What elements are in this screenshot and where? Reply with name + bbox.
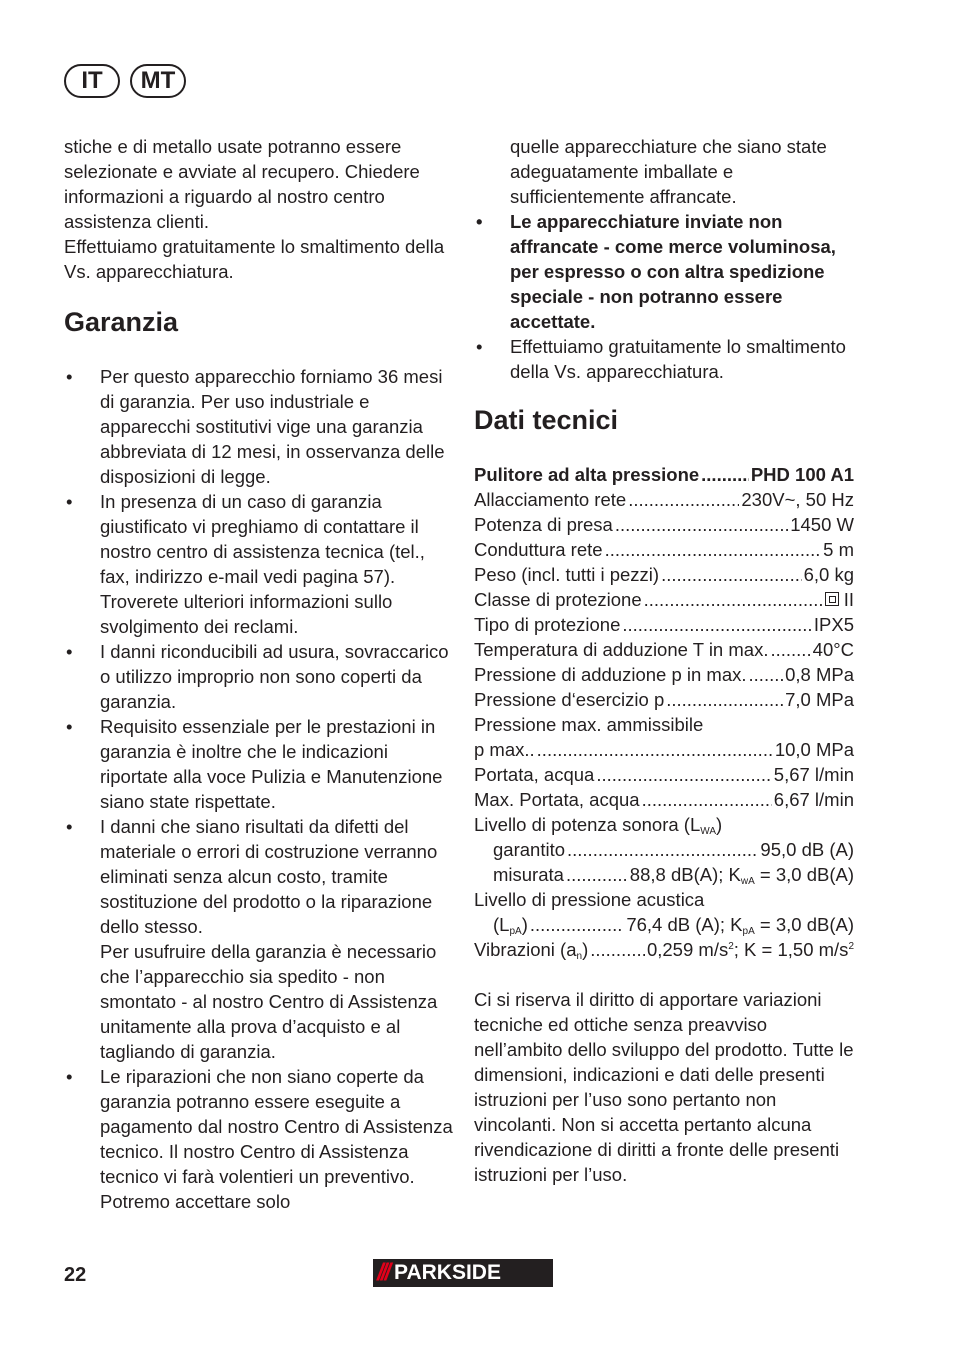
bullet-dot: • [66,491,73,512]
warranty-bullet: • I danni riconducibili ad usura, sovraccarico o utilizzo improprio non sono coperti da garanzia. [66,641,449,712]
spec-row: Portata, acqua ..... 5,67 l/min [474,762,854,787]
bullet-dot: • [476,336,483,357]
continued-text: quelle apparecchiature che siano state adeguatamente imballate e sufficientemente affrancate. [510,136,827,207]
left-column [64,134,454,1214]
bullet-dot: • [66,641,73,662]
warranty-bullet: • Per questo apparecchio forniamo 36 mesi di garanzia. Per uso industriale e apparecchi sostitutivi vige una garanzia abbreviata di 12 mesi, in osservanza delle disposizioni di legge. [66,366,445,487]
warranty-bullet: • Requisito essenziale per le prestazioni in garanzia è inoltre che le indicazioni riportate alla voce Pulizia e Manutenzione siano state rispettate. [66,716,443,812]
bullet-dot: • [66,366,73,387]
spec-row: garantito ..... 95,0 dB (A) [474,837,854,862]
spec-row: misurata ..... 88,8 dB(A); $K_{wA} = 3,0$ dB(A) [474,862,854,887]
spec-row: Temperatura di adduzione T in max. ..... 40°C [474,637,854,662]
spec-label: Pressione max. ammissibile [474,714,704,735]
warranty-bullet: • I danni che siano risultati da difetti del materiale o errori di costruzione verranno eliminati senza alcun costo, tramite sostituzione del prodotto o la riparazione dello stesso. Per usufruire della garanzia è necessario che l’apparecchio sia spedito - non smontato - al nostro Centro di Assistenza unitamente alla prova d’acquisto e al tagliando di garanzia. [64,814,454,1064]
spec-row: Allacciamento rete ..... 230V~, 50 Hz [474,487,854,512]
spec-row: Vibrazioni $(a_n)$ ..... 0,259 $m/s^2$; K = 1,50 $m/s^2$ [474,937,854,962]
warranty-heading: Garanzia [64,307,179,337]
warranty-bullet: • Le riparazioni che non siano coperte da garanzia potranno essere eseguite a pagamento dal nostro Centro di Assistenza tecnico. Il nostro Centro di Assistenza tecnico vi farà volentieri un preventivo. Potremo accettare solo [66,1066,453,1212]
warranty-bullet: • In presenza di un caso di garanzia giustificato vi preghiamo di contattare il nostro centro di assistenza tecnica (tel., fax, indirizzo e-mail vedi pagina 57). Troverete ulteriori informazioni sullo svolgimento dei reclami. [66,491,425,637]
spec-row: Max. Portata, acqua ..... 6,67 l/min [474,787,854,812]
logo-slashes-icon: /// [377,1259,389,1286]
spec-row: Potenza di presa ..... 1450 W [474,512,854,537]
logo-text: PARKSIDE [394,1261,501,1284]
spec-row: Classe di protezione ..... II [474,587,854,612]
spec-row: Pressione d‘esercizio p ..... 7,0 MPa [474,687,854,712]
language-badges [64,64,196,98]
bullet-dot: • [66,716,73,737]
protection-class-icon [825,592,839,606]
spec-row-product: Pulitore ad alta pressione ..... PHD 100 A1 [474,462,854,487]
disposal-bullet: • Effettuiamo gratuitamente lo smaltimento della Vs. apparecchiatura. [476,336,846,382]
warranty-bullet-continuation: Per usufruire della garanzia è necessario che l’apparecchio sia spedito - non smontato - al nostro Centro di Assistenza unitamente alla prova d’acquisto e al tagliando di garanzia. [100,941,438,1062]
right-column [474,134,854,1187]
spec-row: Tipo di protezione ..... IPX5 [474,612,854,637]
spec-label: Livello di pressione acustica [474,889,705,910]
parkside-logo [373,1259,553,1287]
spec-row: $(L_{pA})$ ..... 76,4 dB (A); $K_{pA} = 3,0$ dB(A) [474,912,854,937]
spec-row: Pressione di adduzione p in max. ..... 0,8 MPa [474,662,854,687]
spec-row: Peso (incl. tutti i pezzi) ..... 6,0 kg [474,562,854,587]
bullet-dot: • [66,816,73,837]
spec-label: Livello di potenza sonora $(L_{WA})$ [474,814,723,837]
intro-paragraph: stiche e di metallo usate potranno essere selezionate e avviate al recupero. Chiedere informazioni a riguardo al nostro centro assistenza clienti. [64,136,420,232]
specs-heading: Dati tecnici [474,405,619,435]
specs-table [474,462,854,962]
bullet-dot: • [66,1066,73,1087]
spec-row: p max.. ..... 10,0 MPa [474,737,854,762]
lang-badge-mt: MT [130,64,186,98]
intro-paragraph: Effettuiamo gratuitamente lo smaltimento della Vs. apparecchiatura. [64,236,445,282]
lang-badge-it: IT [64,64,120,98]
disclaimer-paragraph: Ci si riserva il diritto di apportare variazioni tecniche ed ottiche senza preavviso nell’ambito dello sviluppo del prodotto. Tutte le dimensioni, indicazioni e dati delle presenti istruzioni per l’uso sono pertanto non vincolanti. Non si accetta pertanto alcuna rivendicazione di diritti a fronte delle presenti istruzioni per l’uso. [474,989,854,1185]
bullet-dot: • [476,211,483,232]
shipping-bullet: • Le apparecchiature inviate non affrancate - come merce voluminosa, per espresso o con altra spedizione speciale - non potranno essere accettate. [476,211,836,332]
page-number: 22 [64,1264,87,1286]
spec-row: Conduttura rete ..... 5 m [474,537,854,562]
